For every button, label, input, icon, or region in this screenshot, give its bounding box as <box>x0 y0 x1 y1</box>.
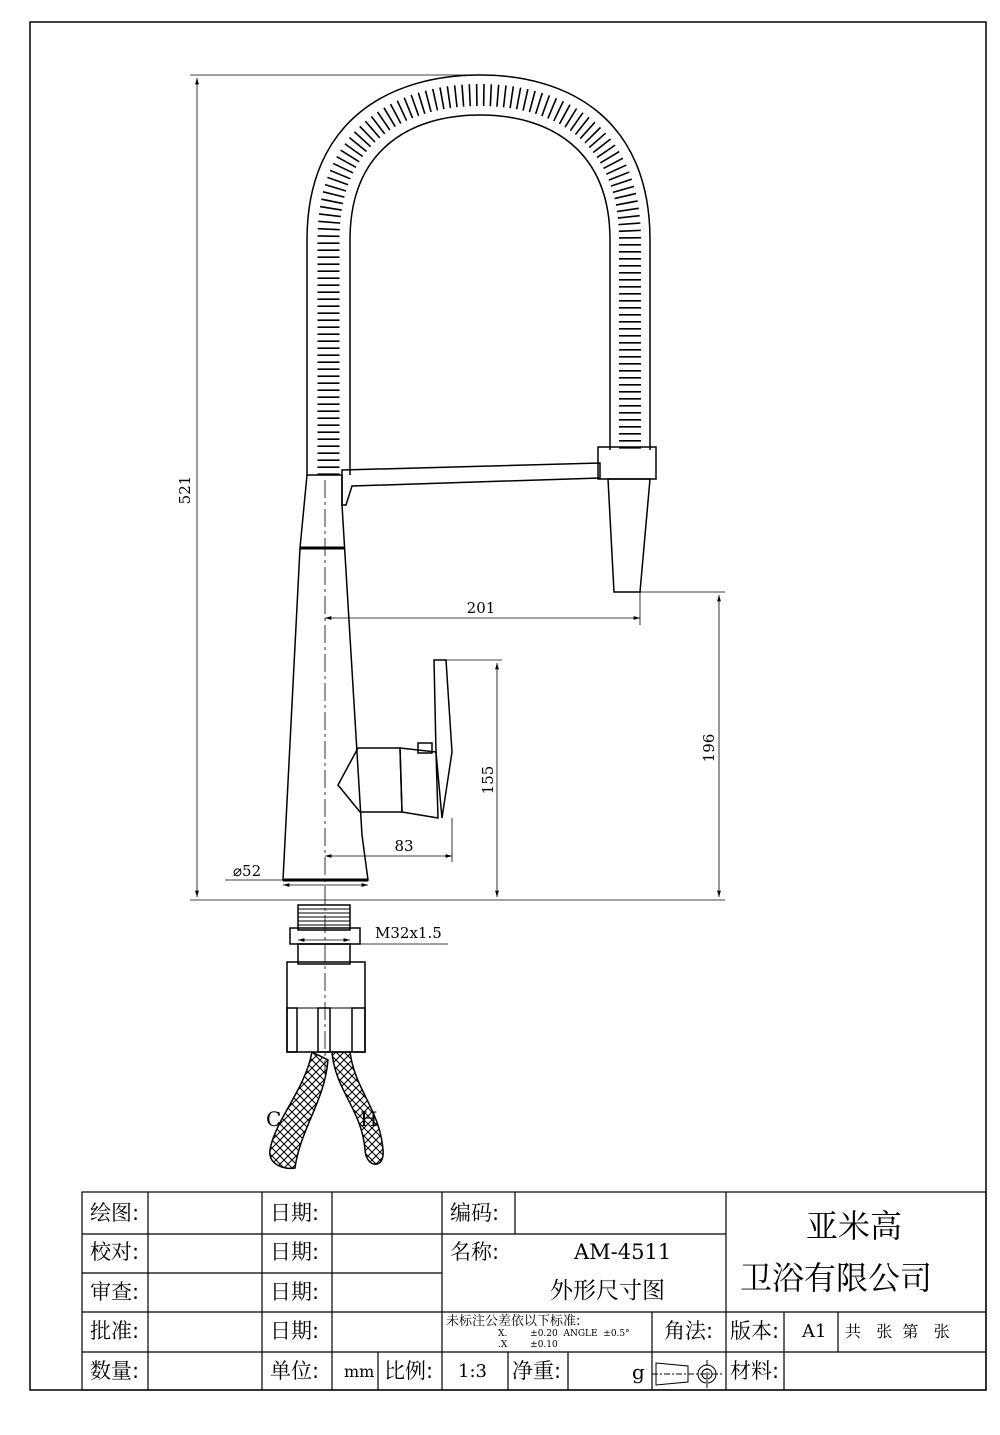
dimension-text <box>176 476 718 1131</box>
label-date-2: 日期: <box>270 1240 320 1264</box>
dim-handle-reach: 83 <box>394 837 414 855</box>
dimension-lines <box>190 75 725 944</box>
version-value: A1 <box>802 1321 827 1342</box>
dim-spout-reach: 201 <box>466 599 496 617</box>
hose-label-hot: H <box>360 1107 378 1131</box>
spray-holder <box>598 447 656 479</box>
spring-hose <box>307 75 650 475</box>
label-approved-by: 批准: <box>90 1319 140 1343</box>
label-drawn-by: 绘图: <box>90 1201 140 1225</box>
label-checked-by: 校对: <box>90 1240 140 1264</box>
label-projection: 角法: <box>664 1319 714 1343</box>
faucet-body <box>283 475 368 880</box>
tolerance-title: 未标注公差依以下标准: <box>446 1314 581 1329</box>
spray-head <box>608 479 650 592</box>
label-scale: 比例: <box>384 1359 434 1383</box>
spout-arm <box>342 463 600 505</box>
weight-unit: g <box>632 1360 645 1384</box>
tolerance-line1: X. ±0.20 ANGLE ±0.5° <box>498 1329 630 1339</box>
lever-handle <box>338 660 452 818</box>
drawing-title: 外形尺寸图 <box>550 1278 665 1304</box>
label-date-1: 日期: <box>270 1201 320 1225</box>
label-net-weight: 净重: <box>512 1359 562 1383</box>
faucet-drawing <box>270 75 656 1168</box>
label-date-3: 日期: <box>270 1280 320 1304</box>
label-reviewed-by: 审查: <box>90 1280 140 1304</box>
tolerance-line2: .X ±0.10 <box>498 1340 558 1350</box>
label-code: 编码: <box>450 1201 500 1225</box>
label-date-4: 日期: <box>270 1319 320 1343</box>
label-unit: 单位: <box>270 1359 320 1383</box>
projection-symbol-icon <box>652 1360 722 1388</box>
sheet-border <box>30 22 986 1390</box>
company-name-line1: 亚米高 <box>806 1207 903 1245</box>
dim-handle-height: 155 <box>479 765 497 795</box>
hose-label-cold: C <box>266 1107 282 1131</box>
scale-value: 1:3 <box>458 1361 487 1382</box>
label-material: 材料: <box>730 1359 780 1383</box>
dim-base-diameter: ⌀52 <box>233 862 262 880</box>
company-name-line2: 卫浴有限公司 <box>740 1259 933 1297</box>
label-quantity: 数量: <box>90 1359 140 1383</box>
dim-overall-height: 521 <box>176 475 194 505</box>
dim-thread: M32x1.5 <box>375 924 442 942</box>
sheets-count: 共 张 第 张 <box>845 1322 950 1341</box>
model-number: AM-4511 <box>574 1240 672 1264</box>
label-name: 名称: <box>450 1240 500 1264</box>
threaded-shank <box>287 905 365 1052</box>
label-version: 版本: <box>730 1319 780 1343</box>
dim-outlet-height: 196 <box>700 733 718 763</box>
unit-value: mm <box>344 1362 375 1381</box>
